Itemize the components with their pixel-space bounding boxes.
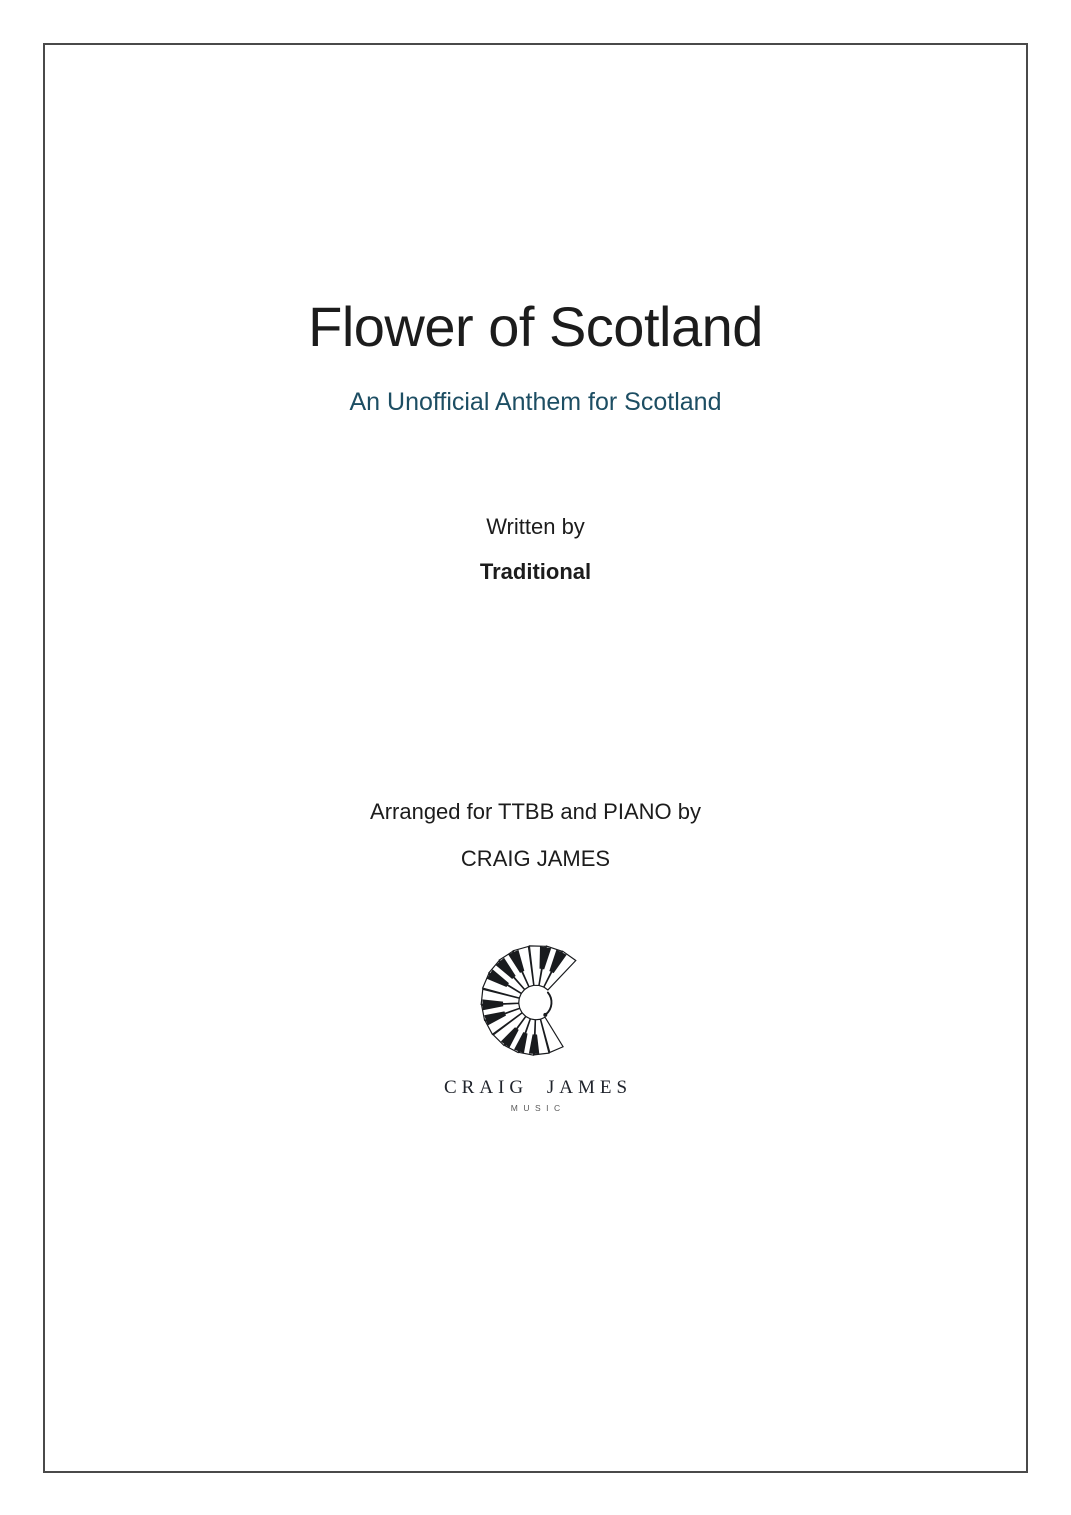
arranger-name: CRAIG JAMES — [460, 846, 611, 871]
logo-tagline: MUSIC — [510, 1103, 566, 1113]
composer-name: Traditional — [479, 559, 592, 584]
page-title: Flower of Scotland — [308, 295, 763, 358]
page-subtitle: An Unofficial Anthem for Scotland — [349, 388, 722, 416]
craig-james-music-logo — [0, 938, 1071, 1113]
piano-keys-c-icon — [474, 938, 598, 1067]
logo-brand-name: CRAIG JAMES — [443, 1077, 633, 1098]
arranged-for-label: Arranged for TTBB and PIANO by — [370, 799, 701, 824]
page-border — [43, 43, 1028, 1473]
written-by-label: Written by — [486, 514, 585, 539]
